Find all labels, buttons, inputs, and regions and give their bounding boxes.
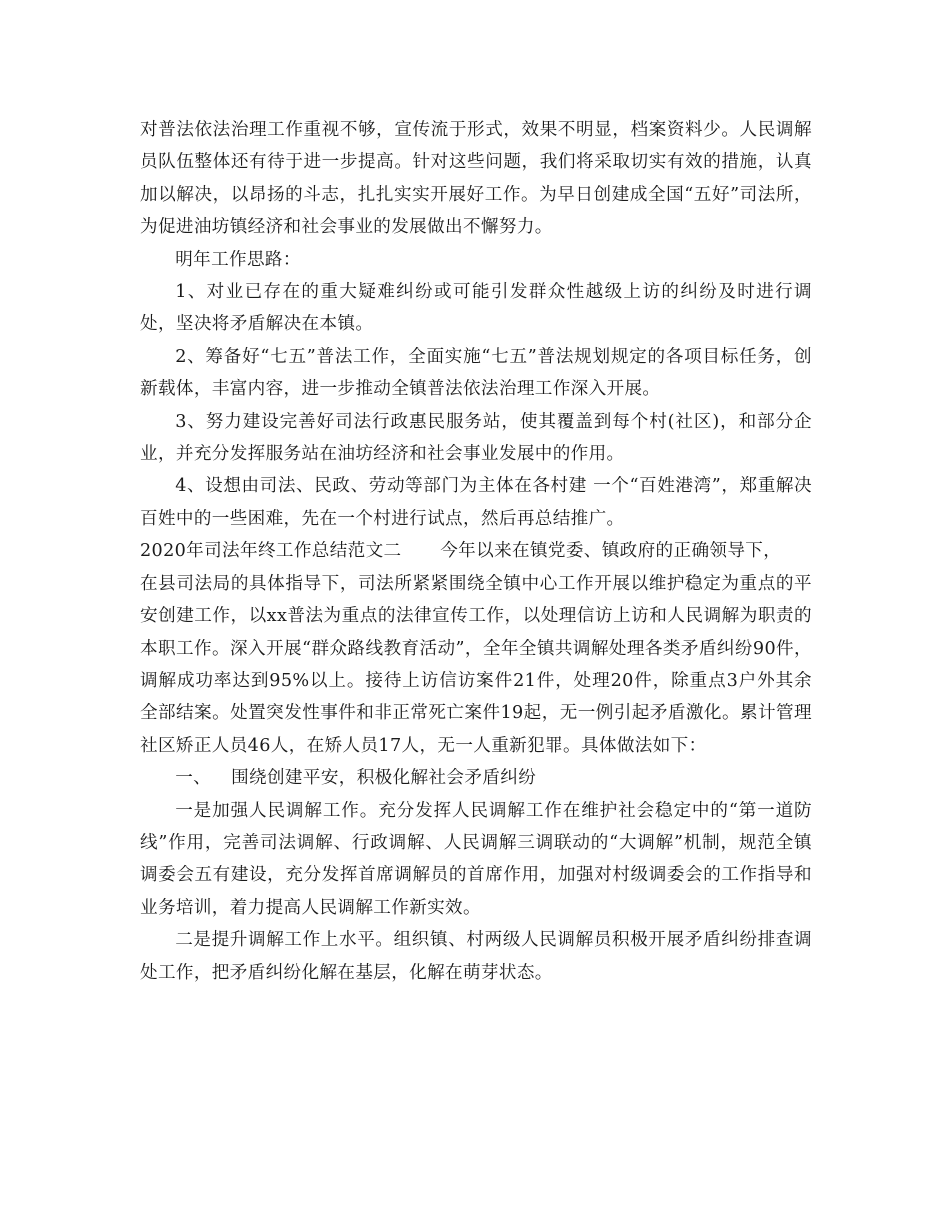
paragraph-plan-item-4: 4、设想由司法、民政、劳动等部门为主体在各村建 一个“百姓港湾”，郑重解决百姓中的一些困难，先在一个村进行试点，然后再总结推广。 [140,476,812,529]
paragraph-intro-continuation: 对普法依法治理工作重视不够，宣传流于形式，效果不明显，档案资料少。人民调解员队伍整体还有待于进一步提高。针对这些问题，我们将采取切实有效的措施，认真加以解决，以昂扬的斗志，扎扎实实开展好工作。为早日创建成全国“五好”司法所，为促进油坊镇经济和社会事业的发展做出不懈努力。 [140,120,812,238]
paragraph-mediation-work: 一是加强人民调解工作。充分发挥人民调解工作在维护社会稳定中的“第一道防线”作用，完善司法调解、行政调解、人民调解三调联动的“大调解”机制，规范全镇调委会五有建设，充分发挥首席调解员的首席作用，加强对村级调委会的工作指导和业务培训，着力提高人民调解工作新实效。 [140,800,812,918]
paragraph-next-year-plan-heading: 明年工作思路： [175,249,301,270]
paragraph-summary-body: 在县司法局的具体指导下，司法所紧紧围绕全镇中心工作开展以维护稳定为重点的平安创建工作，以xx普法为重点的法律宣传工作，以处理信访上访和人民调解为职责的本职工作。深入开展“群众路线教育活动”，全年全镇共调解处理各类矛盾纠纷90件，调解成功率达到95%以上。接待上访信访案件21件，处理20件，除重点3户外其余全部结案。处置突发性事件和非正常死亡案件19起，无一例引起矛盾激化。累计管理社区矫正人员46人，在矫人员17人，无一人重新犯罪。具体做法如下： [140,573,812,756]
paragraph-mediation-level: 二是提升调解工作上水平。组织镇、村两级人民调解员积极开展矛盾纠纷排查调处工作，把矛盾纠纷化解在基层，化解在萌芽状态。 [140,930,812,983]
document-body [140,114,812,989]
paragraph-plan-item-2: 2、筹备好“七五”普法工作，全面实施“七五”普法规划规定的各项目标任务，创新载体，丰富内容，进一步推动全镇普法依法治理工作深入开展。 [140,346,812,400]
section-heading-1: 一、 围绕创建平安，积极化解社会矛盾纠纷 [175,768,537,789]
section-title: 2020年司法年终工作总结范文二 [140,541,402,562]
section-title-line [140,535,812,567]
paragraph-plan-item-1: 1、对业已存在的重大疑难纠纷或可能引发群众性越级上访的纠纷及时进行调处，坚决将矛盾解决在本镇。 [140,282,812,335]
section-title-tail-text: 今年以来在镇党委、镇政府的正确领导下， [440,541,782,562]
paragraph-plan-item-3: 3、努力建设完善好司法行政惠民服务站，使其覆盖到每个村(社区)，和部分企业，并充分发挥服务站在油坊经济和社会事业发展中的作用。 [140,411,812,465]
